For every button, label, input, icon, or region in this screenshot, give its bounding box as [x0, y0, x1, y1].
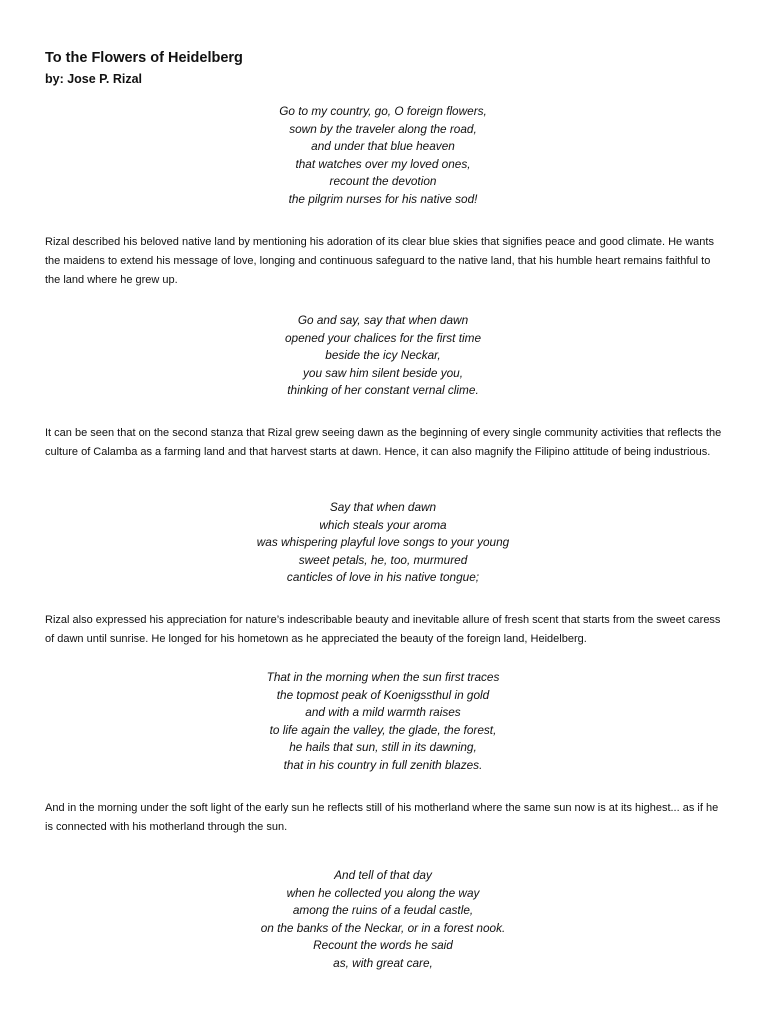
stanza-line: canticles of love in his native tongue; [286, 570, 480, 584]
stanza-line: he hails that sun, still in its dawning, [289, 740, 477, 754]
stanza-line: among the ruins of a feudal castle, [292, 903, 474, 917]
stanza-line: was whispering playful love songs to your young [256, 535, 510, 549]
document-title: To the Flowers of Heidelberg [45, 50, 243, 66]
stanza-line: Go and say, say that when dawn [297, 313, 469, 327]
stanza-line: when he collected you along the way [286, 885, 480, 900]
stanza-line: thinking of her constant vernal clime. [287, 383, 479, 397]
poem-stanza-1 [45, 103, 721, 208]
stanza-line: the pilgrim nurses for his native sod! [288, 191, 478, 206]
stanza-line: Say that when dawn [329, 500, 437, 514]
stanza-line: that in his country in full zenith blazes. [283, 757, 483, 772]
commentary-paragraph-3: Rizal also expressed his appreciation for nature’s indescribable beauty and inevitable allure of fresh scent that starts from the sweet caress of dawn until sunrise. He longed for his hometown as he appreciated the beauty of the foreign land, Heidelberg. [45, 614, 721, 645]
stanza-line: beside the icy Neckar, [325, 348, 441, 362]
stanza-line: opened your chalices for the first time [284, 330, 482, 345]
stanza-line: as, with great care, [333, 955, 433, 970]
poem-stanza-2 [45, 312, 721, 400]
document-byline: by: Jose P. Rizal [45, 72, 143, 86]
stanza-line: which steals your aroma [319, 517, 447, 532]
stanza-line: the topmost peak of Koenigssthul in gold [276, 687, 490, 702]
stanza-line: you saw him silent beside you, [303, 365, 463, 380]
stanza-line: on the banks of the Neckar, or in a forest nook. [260, 920, 506, 935]
poem-stanza-5 [45, 867, 721, 972]
stanza-line: recount the devotion [329, 174, 437, 188]
stanza-line: sweet petals, he, too, murmured [298, 552, 468, 567]
poem-stanza-3 [45, 499, 721, 587]
stanza-line: and under that blue heaven [311, 139, 455, 153]
commentary-paragraph-2: It can be seen that on the second stanza that Rizal grew seeing dawn as the beginning of every single community activities that reflects the culture of Calamba as a farming land and that harvest starts at dawn. Hence, it can also magnify the Filipino attitude of being industrious. [45, 427, 722, 458]
stanza-line: Go to my country, go, O foreign flowers, [279, 104, 487, 118]
stanza-line: sown by the traveler along the road, [289, 121, 477, 136]
stanza-line: that watches over my loved ones, [295, 156, 471, 171]
poem-stanza-4 [45, 669, 721, 774]
stanza-line: That in the morning when the sun first traces [266, 670, 500, 684]
stanza-line: Recount the words he said [313, 938, 453, 952]
stanza-line: And tell of that day [334, 868, 432, 882]
stanza-line: to life again the valley, the glade, the forest, [269, 722, 497, 737]
commentary-paragraph-1: Rizal described his beloved native land by mentioning his adoration of its clear blue skies that signifies peace and good climate. He wants the maidens to extend his message of love, longing and continuous safeguard to the native land, that his humble heart remains faithful to the land where he grew up. [45, 236, 714, 286]
commentary-paragraph-4: And in the morning under the soft light of the early sun he reflects still of his motherland where the same sun now is at its highest... as if he is connected with his motherland through the sun. [45, 802, 719, 833]
stanza-line: and with a mild warmth raises [305, 705, 461, 719]
